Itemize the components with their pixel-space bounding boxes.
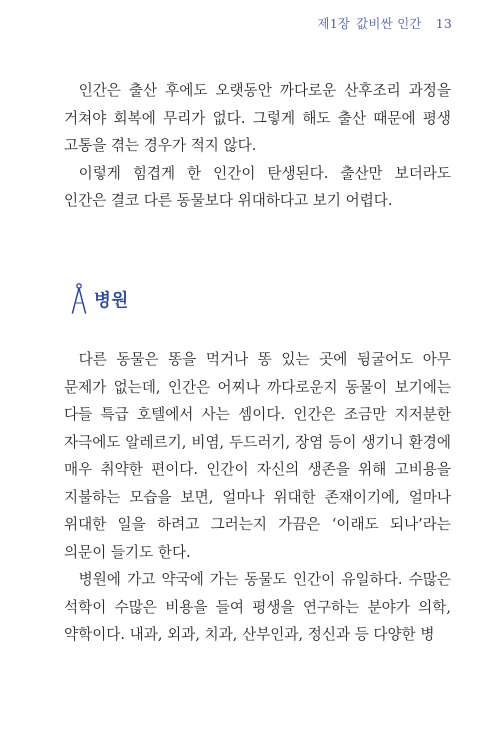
text-block-hospital <box>64 346 451 649</box>
paragraph: 인간은 출산 후에도 오랫동안 까다로운 산후조리 과정을 거쳐야 회복에 무리가 없다. 그렇게 해도 출산 때문에 평생 고통을 겪는 경우가 적지 않다. <box>64 82 451 154</box>
chapter-label: 제1장 <box>317 16 351 31</box>
compass-icon <box>70 283 88 315</box>
section-title: 병원 <box>94 290 129 311</box>
paragraph: 병원에 가고 약국에 가는 동물도 인간이 유일하다. 수많은 석학이 수많은 비용을 들여 평생을 연구하는 분야가 의학, 약학이다. 내과, 외과, 치과, 산부인과, 정신과 등 다양한 병 <box>64 571 451 643</box>
section-heading <box>70 282 129 316</box>
paragraph: 이렇게 힘겹게 한 인간이 탄생된다. 출산만 보더라도 인간은 결코 다른 동물보다 위대하다고 보기 어렵다. <box>64 164 451 209</box>
page-number: 13 <box>435 16 452 31</box>
text-block-intro <box>64 77 451 215</box>
running-header <box>317 14 452 32</box>
paragraph: 다른 동물은 똥을 먹거나 똥 있는 곳에 뒹굴어도 아무 문제가 없는데, 인간은 어찌나 까다로운지 동물이 보기에는 다들 특급 호텔에서 사는 셈이다. 인간은 조금만 지저분한 자극에도 알레르기, 비염, 두드러기, 장염 등이 생기니 환경에 매우 취약한 편이다. 인간이 자신의 생존을 위해 고비용을 지불하는 모습을 보면, 얼마나 위대한 존재이기에, 얼마나 위대한 일을 하려고 그러는지 가끔은 ‘이래도 되나’라는 의문이 들기도 한다. <box>64 351 451 561</box>
chapter-title: 값비싼 인간 <box>356 16 422 31</box>
